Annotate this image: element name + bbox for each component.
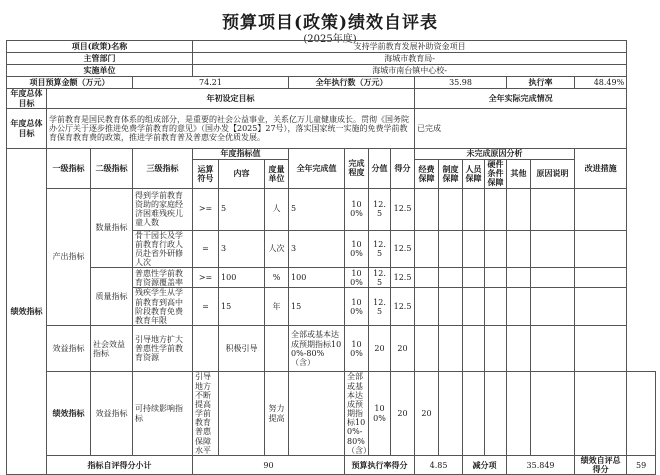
budget-score-label: 预算执行率得分 [345, 456, 415, 475]
degree-cell: 100% [345, 326, 369, 372]
score-cell: 20 [391, 372, 415, 456]
header-score: 分值 [369, 149, 391, 189]
goal-overall-label-2: 年度总体目标 [7, 109, 47, 149]
reason-other-cell [507, 268, 531, 288]
header-degree: 完成程度 [345, 149, 369, 189]
reason-econ-cell [439, 372, 463, 456]
content-cell: 5 [219, 188, 265, 230]
footer-row [7, 456, 656, 475]
goal-content-row [7, 109, 656, 149]
header-reason: 未完成原因分析 [415, 149, 575, 160]
got-cell: 12.5 [391, 188, 415, 230]
actual-cell: 3 [289, 230, 345, 268]
l3-cell: 引导地方扩大普惠性学前教育资源 [133, 326, 193, 372]
page-year: (2025年度) [303, 34, 357, 45]
got-cell: 20 [415, 372, 439, 456]
reason-hardware-cell [485, 288, 507, 326]
deduct-value: 35.849 [507, 456, 575, 475]
reason-other-cell [507, 188, 531, 230]
rate-value: 48.49% [575, 77, 627, 89]
content-cell: 15 [219, 288, 265, 326]
content-cell: 3 [219, 230, 265, 268]
score-cell: 12.5 [369, 288, 391, 326]
page-title: 预算项目(政策)绩效自评表 [221, 13, 439, 33]
reason-hardware-cell [485, 326, 507, 372]
header-system: 制度保障 [439, 160, 463, 189]
reason-hardware-cell [485, 188, 507, 230]
measure-cell [575, 326, 627, 372]
header-other: 其他 [507, 160, 531, 189]
total-score-label: 绩效自评总得分 [575, 456, 627, 475]
score-cell: 12.5 [369, 188, 391, 230]
op-cell [219, 372, 265, 456]
reason-staff-cell [463, 268, 485, 288]
reason-econ-cell [415, 288, 439, 326]
reason-hardware-cell [507, 372, 531, 456]
l3-cell: 普惠性学前教育资源覆盖率 [133, 268, 193, 288]
header-econ: 经费保障 [415, 160, 439, 189]
reason-econ-cell [415, 326, 439, 372]
table-row [7, 372, 656, 456]
header-op: 运算符号 [193, 160, 219, 189]
budget-label: 项目预算金额（万元） [7, 77, 133, 89]
measure-cell [575, 288, 627, 326]
unit-cell: 年 [265, 288, 289, 326]
perf-indicator-label: 绩效指标 [7, 149, 47, 475]
reason-staff-cell [463, 230, 485, 268]
reason-other-cell [507, 326, 531, 372]
unit-cell: % [265, 268, 289, 288]
actual-cell: 100 [289, 268, 345, 288]
group-benefit: 效益指标 [47, 326, 91, 372]
header-unit: 度量单位 [265, 160, 289, 189]
measure-cell [575, 268, 627, 288]
header-explain: 原因说明 [531, 160, 575, 189]
op-cell: = [193, 230, 219, 268]
table-row [7, 188, 656, 230]
op-cell [193, 326, 219, 372]
actual-cell: 全部或基本达成预期指标100%-80%（含） [289, 326, 345, 372]
l3-cell: 残疾学生从学前教育到高中阶段教育免费教育年限 [133, 288, 193, 326]
info-row-unit [7, 65, 656, 77]
op-cell: = [193, 288, 219, 326]
measure-cell [575, 230, 627, 268]
reason-econ-cell [415, 188, 439, 230]
got-cell: 12.5 [391, 268, 415, 288]
l3-cell: 引导地方不断提高学前教育普惠保障水平 [193, 372, 219, 456]
header-staff: 人员保障 [463, 160, 485, 189]
goal-overall-label: 年度总体目标 [7, 89, 47, 109]
perf-indicator-label-2: 绩效指标 [47, 372, 91, 456]
reason-system-cell [439, 288, 463, 326]
content-cell: 积极引导 [219, 326, 265, 372]
reason-other-cell [507, 230, 531, 268]
degree-cell: 100% [369, 372, 391, 456]
reason-explain-cell [531, 326, 575, 372]
degree-cell: 100% [345, 288, 369, 326]
reason-explain-cell [531, 230, 575, 268]
indicator-header-row-1 [7, 149, 656, 160]
reason-system-cell [463, 372, 485, 456]
reason-system-cell [439, 326, 463, 372]
name-label: 项目(政策)名称 [7, 41, 193, 53]
unit-cell [265, 326, 289, 372]
table-row [7, 268, 656, 288]
reason-hardware-cell [485, 230, 507, 268]
actual-cell: 5 [289, 188, 345, 230]
l3-cell: 骨干园长及学前教育行政人员赴省外研修人次 [133, 230, 193, 268]
measure-cell [627, 372, 656, 456]
header-hardware: 硬件条件保障 [485, 160, 507, 189]
got-cell: 12.5 [391, 230, 415, 268]
unit-cell: 人次 [265, 230, 289, 268]
reason-system-cell [439, 230, 463, 268]
reason-other-cell [507, 288, 531, 326]
reason-explain-cell [531, 288, 575, 326]
group-benefit-2: 效益指标 [91, 372, 133, 456]
header-actual: 全年完成值 [289, 149, 345, 189]
degree-cell: 100% [345, 230, 369, 268]
reason-explain-cell [531, 188, 575, 230]
reason-system-cell [439, 188, 463, 230]
deduct-label: 减分项 [463, 456, 507, 475]
actual-cell: 全部或基本达成预期指标100%-80%（含） [345, 372, 369, 456]
reason-explain-cell [575, 372, 627, 456]
measure-cell [575, 188, 627, 230]
unit-cell [289, 372, 345, 456]
group-quality: 质量指标 [91, 268, 133, 326]
evaluation-table [6, 40, 656, 475]
self-score-label: 指标自评得分小计 [47, 456, 193, 475]
reason-staff-cell [463, 188, 485, 230]
group-output: 产出指标 [47, 188, 91, 326]
unit-cell: 人 [265, 188, 289, 230]
content-cell: 努力提高 [265, 372, 289, 456]
actual-cell: 15 [289, 288, 345, 326]
dept-value: 海城市教育局- [193, 53, 627, 65]
info-row-name [7, 41, 656, 53]
score-cell: 12.5 [369, 230, 391, 268]
goal-actual-text: 已完成 [415, 109, 627, 149]
group-social: 社会效益指标 [91, 326, 133, 372]
budget-value: 74.21 [133, 77, 289, 89]
reason-other-cell [531, 372, 575, 456]
total-score-value: 59 [627, 456, 656, 475]
header-measure: 改进措施 [575, 149, 627, 189]
l3-cell: 得到学前教育资助的家庭经济困难残疾儿童人数 [133, 188, 193, 230]
info-row-budget [7, 77, 656, 89]
group-sustain: 可持续影响指标 [133, 372, 193, 456]
rate-label: 执行率 [507, 77, 575, 89]
unit-label: 实施单位 [7, 65, 193, 77]
exec-value: 35.98 [415, 77, 507, 89]
got-cell: 20 [391, 326, 415, 372]
reason-econ-cell [415, 268, 439, 288]
name-value: 支持学前教育发展补助资金项目 [193, 41, 627, 53]
goal-set-text: 学前教育是国民教育体系的组成部分，是重要的社会公益事业，关系亿万儿童健康成长。贯彻《国务院办公厅关于逐步推进免费学前教育的意见》（国办发【2025】27号），落实国家统一实施的免费学前教育保育教育费的政策，推进学前教育普及普惠安全优质发展。 [47, 109, 415, 149]
header-content: 内容 [219, 160, 265, 189]
goal-actual-label: 全年实际完成情况 [415, 89, 627, 109]
dept-label: 主管部门 [7, 53, 193, 65]
op-cell: >= [193, 188, 219, 230]
reason-staff-cell [463, 288, 485, 326]
self-score-value: 90 [193, 456, 345, 475]
budget-score-value: 4.85 [415, 456, 463, 475]
reason-explain-cell [531, 268, 575, 288]
reason-econ-cell [415, 230, 439, 268]
degree-cell: 100% [345, 268, 369, 288]
header-annual-value: 年度指标值 [193, 149, 289, 160]
header-level1: 一级指标 [47, 149, 91, 189]
op-cell: >= [193, 268, 219, 288]
goal-header-row [7, 89, 656, 109]
goal-set-label: 年初设定目标 [47, 89, 415, 109]
reason-staff-cell [485, 372, 507, 456]
got-cell: 12.5 [391, 288, 415, 326]
unit-value: 海城市南台镇中心校- [193, 65, 627, 77]
degree-cell: 100% [345, 188, 369, 230]
score-cell: 20 [369, 326, 391, 372]
group-quantity: 数量指标 [91, 188, 133, 268]
header-got: 得分 [391, 149, 415, 189]
header-level2: 二级指标 [91, 149, 133, 189]
content-cell: 100 [219, 268, 265, 288]
info-row-dept [7, 53, 656, 65]
reason-staff-cell [463, 326, 485, 372]
exec-label: 全年执行数（万元） [289, 77, 415, 89]
header-level3: 三级指标 [133, 149, 193, 189]
score-cell: 12.5 [369, 268, 391, 288]
reason-hardware-cell [485, 268, 507, 288]
reason-system-cell [439, 268, 463, 288]
table-row [7, 326, 656, 372]
